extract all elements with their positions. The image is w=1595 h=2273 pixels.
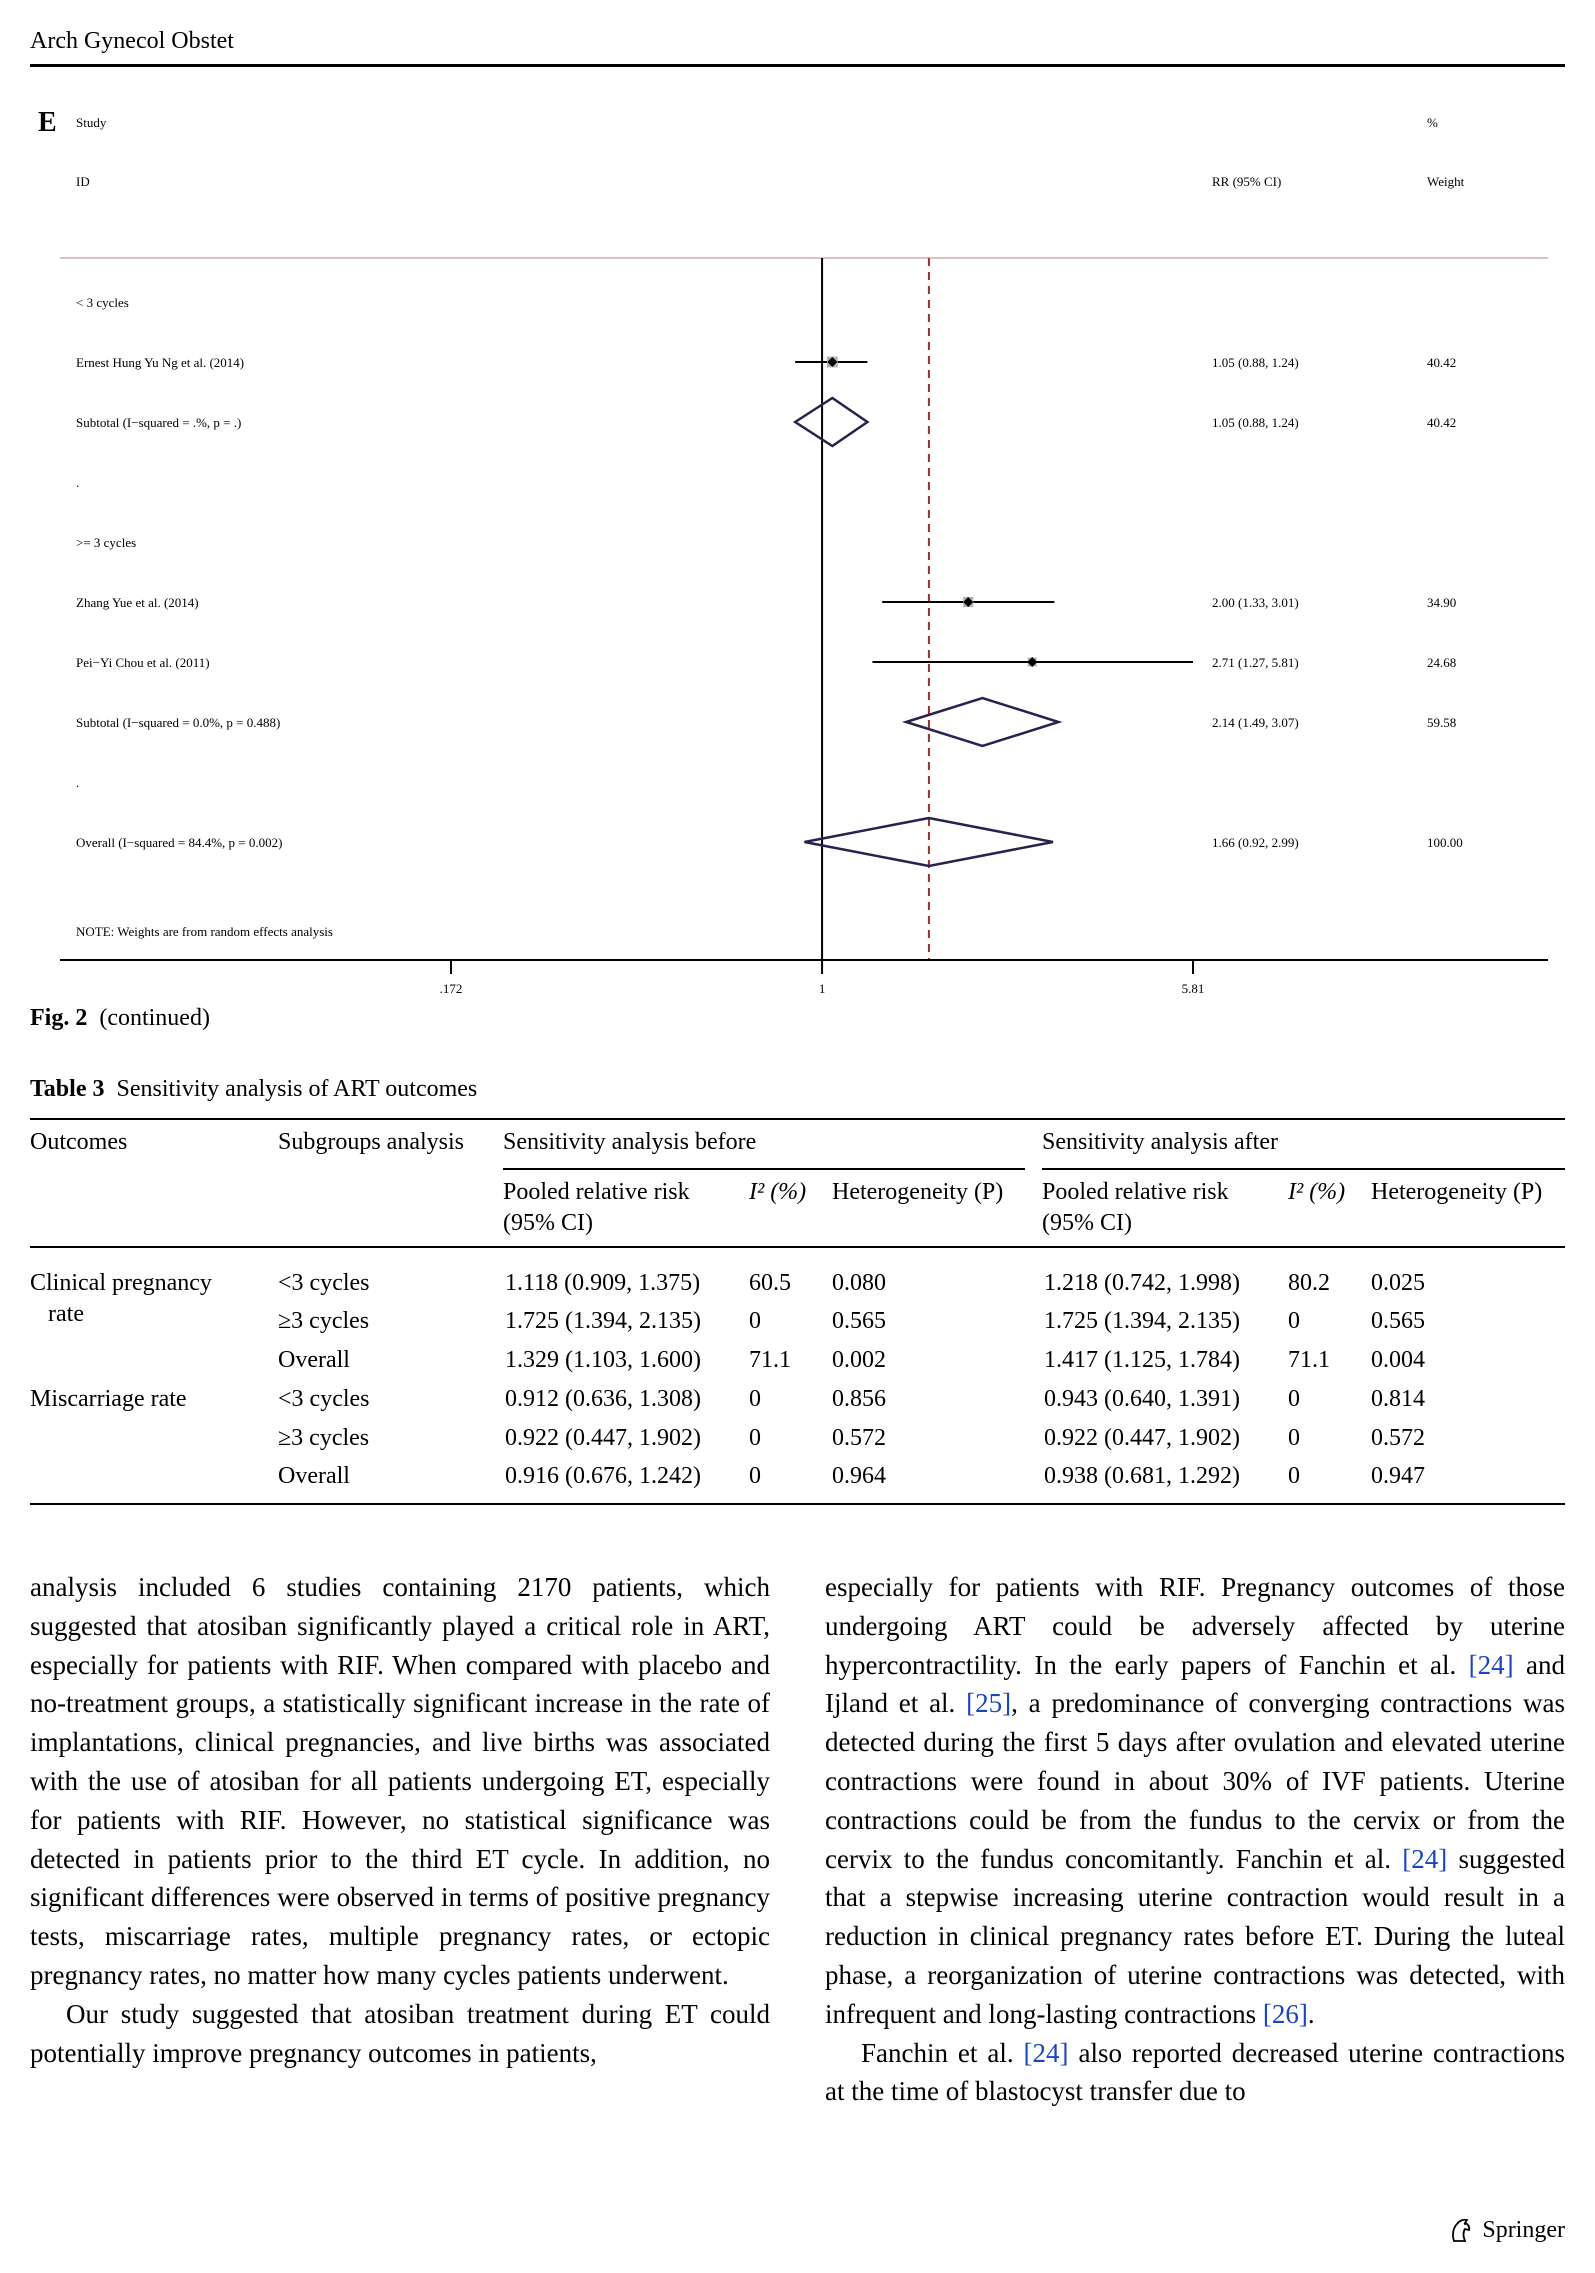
before-i2-cell: 60.5: [749, 1270, 791, 1296]
outcome-cell: Clinical pregnancy rate: [30, 1270, 212, 1327]
subgroup-cell: ≥3 cycles: [278, 1425, 370, 1451]
after-i2-cell: 71.1: [1288, 1347, 1330, 1373]
after-rr-cell: 0.922 (0.447, 1.902): [1044, 1425, 1240, 1451]
before-i2-cell: 0: [749, 1463, 761, 1489]
text-run: , a predominance of converging contractions was detected during the first 5 days after ovulation and elevated uterine contractions were found in about 30% of IVF patients. Uterine contractions could be from the fundus to the cervix or from the cervix to the fundus concomitantly. Fanchin et al.: [825, 1688, 1566, 1874]
before-i2-cell: 0: [749, 1386, 761, 1412]
before-rr-cell: 0.916 (0.676, 1.242): [505, 1463, 701, 1489]
th-after-het: Heterogeneity (P): [1371, 1179, 1543, 1205]
row-label: Zhang Yue et al. (2014): [76, 595, 199, 610]
after-i2-cell: 0: [1288, 1425, 1300, 1451]
row-ci-text: 1.66 (0.92, 2.99): [1212, 835, 1299, 850]
row-label: Ernest Hung Yu Ng et al. (2014): [76, 355, 245, 370]
before-rr-cell: 1.725 (1.394, 2.135): [505, 1308, 701, 1334]
subgroup-cell: <3 cycles: [278, 1386, 370, 1412]
before-rr-cell: 1.118 (0.909, 1.375): [505, 1270, 701, 1296]
row-weight: 40.42: [1427, 415, 1457, 430]
table-caption: [30, 1076, 477, 1103]
before-p-cell: 0.964: [832, 1463, 886, 1489]
figure-caption-label: Fig. 2: [30, 1005, 88, 1031]
before-i2-cell: 0: [749, 1308, 761, 1334]
right-paragraph-2: [825, 2034, 1565, 2112]
subgroup-cell: ≥3 cycles: [278, 1308, 370, 1334]
before-rr-cell: 0.922 (0.447, 1.902): [505, 1425, 701, 1451]
th-before-prr: Pooled relative risk: [503, 1179, 690, 1205]
forest-plot: [0, 0, 1595, 1000]
after-p-cell: 0.025: [1371, 1270, 1425, 1296]
before-rr-cell: 1.329 (1.103, 1.600): [505, 1347, 701, 1373]
th-subgroups: Subgroups analysis: [278, 1129, 464, 1155]
subtotal-diamond: [795, 398, 867, 446]
x-tick-label: 5.81: [1181, 981, 1205, 996]
after-p-cell: 0.572: [1371, 1425, 1425, 1451]
row-ci-text: 2.14 (1.49, 3.07): [1212, 715, 1299, 730]
row-ci-text: 1.05 (0.88, 1.24): [1212, 415, 1299, 430]
citation-link-26[interactable]: [26]: [1262, 1998, 1308, 2029]
journal-name: Arch Gynecol Obstet: [30, 28, 234, 54]
weights-note: NOTE: Weights are from random effects analysis: [76, 924, 333, 939]
row-weight: 40.42: [1427, 355, 1457, 370]
text-run: .: [1307, 1998, 1315, 2029]
th-outcomes: Outcomes: [30, 1129, 128, 1155]
row-label: Pei−Yi Chou et al. (2011): [76, 655, 210, 670]
before-p-cell: 0.572: [832, 1425, 886, 1451]
th-before-ci: (95% CI): [503, 1210, 593, 1236]
left-column: [30, 1568, 770, 2072]
after-i2-cell: 0: [1288, 1308, 1300, 1334]
after-i2-cell: 0: [1288, 1463, 1300, 1489]
header-weight: Weight: [1427, 174, 1465, 189]
row-label: Overall (I−squared = 84.4%, p = 0.002): [76, 835, 283, 850]
springer-horse-icon: [1446, 2215, 1476, 2245]
before-p-cell: 0.002: [832, 1347, 886, 1373]
th-after-ci: (95% CI): [1042, 1210, 1132, 1236]
table-caption-label: Table 3: [30, 1076, 105, 1102]
publisher-logo: [1446, 2215, 1565, 2245]
th-after-i2: I² (%): [1288, 1179, 1346, 1205]
citation-link-24[interactable]: [24]: [1402, 1843, 1448, 1874]
figure-caption: [30, 1005, 210, 1032]
before-group-rule: [503, 1168, 1025, 1170]
th-after-prr: Pooled relative risk: [1042, 1179, 1229, 1205]
text-run: especially for patients with RIF. Pregnancy outcomes of those undergoing ART could be adversely affected by uterine hypercontractility. In the early papers of Fanchin et al.: [825, 1572, 1565, 1680]
header-pct: %: [1427, 115, 1438, 130]
table-header-rule: [30, 1246, 1565, 1248]
before-i2-cell: 71.1: [749, 1347, 791, 1373]
header-study: Study: [76, 115, 107, 130]
panel-label: E: [38, 107, 57, 138]
th-before: Sensitivity analysis before: [503, 1129, 757, 1155]
citation-link-24[interactable]: [24]: [1023, 2037, 1069, 2068]
text-run: and Ijland et al.: [825, 1649, 1565, 1719]
th-before-i2: I² (%): [749, 1179, 807, 1205]
row-weight: 100.00: [1427, 835, 1463, 850]
right-column: [825, 1568, 1565, 2111]
row-weight: 34.90: [1427, 595, 1457, 610]
before-i2-cell: 0: [749, 1425, 761, 1451]
table-top-rule: [30, 1118, 1565, 1120]
header-rr: RR (95% CI): [1212, 174, 1282, 189]
after-group-rule: [1042, 1168, 1565, 1170]
th-after: Sensitivity analysis after: [1042, 1129, 1278, 1155]
after-p-cell: 0.947: [1371, 1463, 1425, 1489]
citation-link-24[interactable]: [24]: [1468, 1649, 1514, 1680]
after-rr-cell: 0.938 (0.681, 1.292): [1044, 1463, 1240, 1489]
left-paragraph-2: Our study suggested that atosiban treatment during ET could potentially improve pregnancy outcomes in patients,: [30, 1998, 770, 2068]
row-label: Subtotal (I−squared = .%, p = .): [76, 415, 242, 430]
row-label: .: [76, 775, 80, 790]
row-ci-text: 2.71 (1.27, 5.81): [1212, 655, 1299, 670]
x-tick-label: .172: [439, 981, 463, 996]
citation-link-25[interactable]: [25]: [966, 1688, 1012, 1719]
after-rr-cell: 0.943 (0.640, 1.391): [1044, 1386, 1240, 1412]
after-rr-cell: 1.218 (0.742, 1.998): [1044, 1270, 1240, 1296]
table-bottom-rule: [30, 1503, 1565, 1505]
th-before-het: Heterogeneity (P): [832, 1179, 1004, 1205]
text-run: Fanchin et al.: [861, 2037, 1024, 2068]
row-label: Subtotal (I−squared = 0.0%, p = 0.488): [76, 715, 281, 730]
before-rr-cell: 0.912 (0.636, 1.308): [505, 1386, 701, 1412]
row-ci-text: 2.00 (1.33, 3.01): [1212, 595, 1299, 610]
row-label: >= 3 cycles: [76, 535, 137, 550]
x-tick-label: 1: [818, 981, 826, 996]
after-rr-cell: 1.725 (1.394, 2.135): [1044, 1308, 1240, 1334]
right-paragraph-1: [825, 1568, 1565, 2034]
before-p-cell: 0.080: [832, 1270, 886, 1296]
after-i2-cell: 80.2: [1288, 1270, 1330, 1296]
publisher-name: Springer: [1482, 2216, 1565, 2243]
subgroup-cell: <3 cycles: [278, 1270, 370, 1296]
outcome-cell: Miscarriage rate: [30, 1386, 187, 1412]
table-caption-text: Sensitivity analysis of ART outcomes: [116, 1076, 478, 1102]
row-weight: 59.58: [1427, 715, 1457, 730]
after-p-cell: 0.565: [1371, 1308, 1425, 1334]
row-weight: 24.68: [1427, 655, 1457, 670]
header-id: ID: [76, 174, 90, 189]
text-run: suggested that a stepwise increasing uterine contraction would result in a reduction in clinical pregnancy rates before ET. During the luteal phase, a reorganization of uterine contractions was detected, with infrequent and long-lasting contractions: [825, 1843, 1566, 2029]
after-rr-cell: 1.417 (1.125, 1.784): [1044, 1347, 1240, 1373]
before-p-cell: 0.565: [832, 1308, 886, 1334]
after-p-cell: 0.814: [1371, 1386, 1425, 1412]
after-i2-cell: 0: [1288, 1386, 1300, 1412]
subgroup-cell: Overall: [278, 1463, 350, 1489]
left-paragraph-1: analysis included 6 studies containing 2170 patients, which suggested that atosiban significantly played a critical role in ART, especially for patients with RIF. When compared with placebo and no-treatment groups, a statistically significant increase in the rate of implantations, clinical pregnancies, and live births was associated with the use of atosiban for all patients undergoing ET, especially for patients with RIF. However, no statistical significance was detected in patients prior to the third ET cycle. In addition, no significant differences were observed in terms of positive pregnancy tests, miscarriage rates, multiple pregnancy rates, or ectopic pregnancy rates, no matter how many cycles patients underwent.: [30, 1572, 770, 1990]
before-p-cell: 0.856: [832, 1386, 886, 1412]
figure-caption-text: (continued): [99, 1005, 210, 1031]
row-ci-text: 1.05 (0.88, 1.24): [1212, 355, 1299, 370]
text-run: also reported decreased uterine contractions at the time of blastocyst transfer due to: [825, 2037, 1565, 2107]
subgroup-cell: Overall: [278, 1347, 350, 1373]
after-p-cell: 0.004: [1371, 1347, 1425, 1373]
row-label: < 3 cycles: [76, 295, 129, 310]
row-label: .: [76, 475, 80, 490]
